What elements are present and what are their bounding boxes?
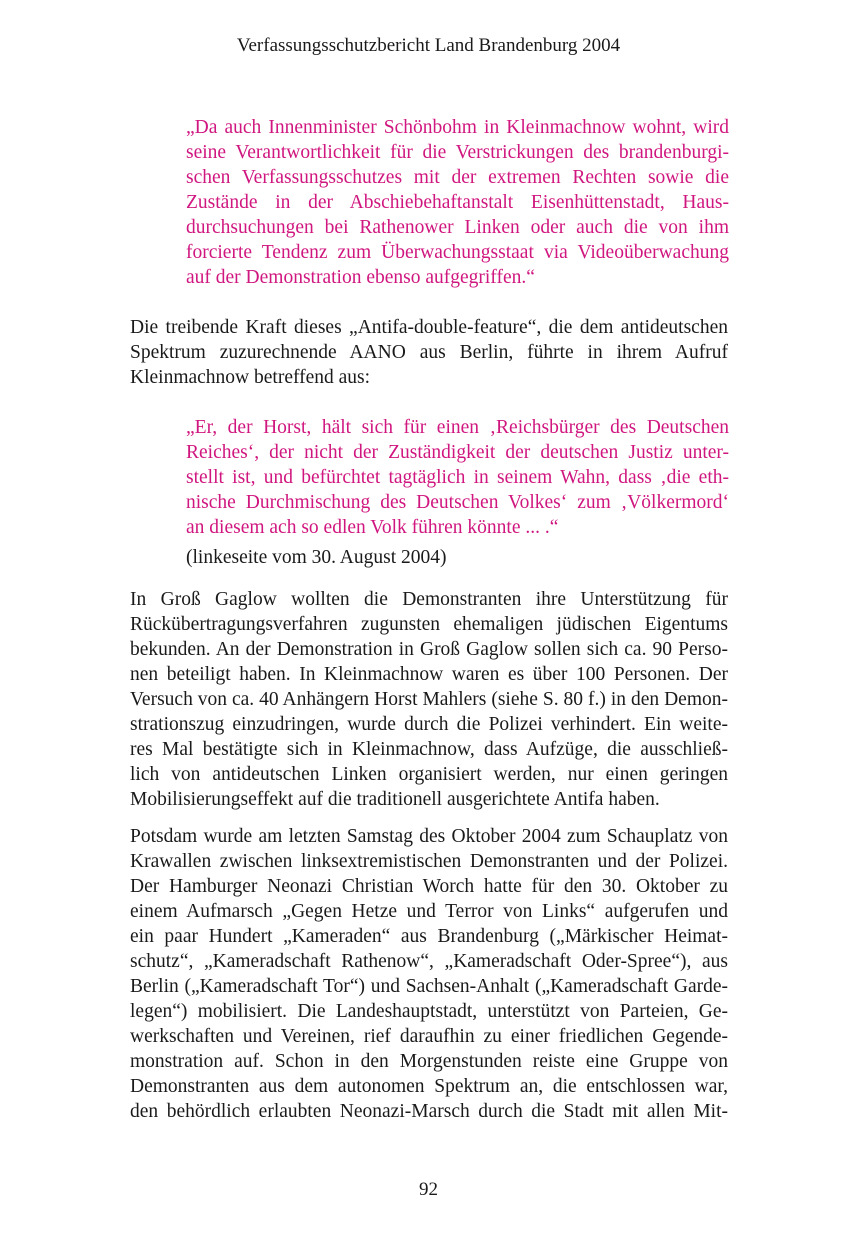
paragraph-line: Mobilisierungseffekt auf die traditionell ausgerichtete Antifa haben. [130, 789, 660, 810]
paragraph-line: Spektrum zuzurechnende AANO aus Berlin, führte in ihrem Aufruf [130, 342, 728, 363]
paragraph-line: Krawallen zwischen linksextremistischen Demonstranten und der Polizei. [130, 851, 728, 872]
quote-line: auf der Demonstration ebenso aufgegriffen.“ [186, 267, 535, 288]
paragraph-line: Berlin („Kameradschaft Tor“) und Sachsen-Anhalt („Kameradschaft Garde- [130, 976, 728, 997]
paragraph-2 [130, 587, 728, 812]
paragraph-line: Demonstranten aus dem autonomen Spektrum an, die entschlossen war, [130, 1076, 728, 1097]
paragraph-line: Potsdam wurde am letzten Samstag des Oktober 2004 zum Schauplatz von [130, 826, 728, 847]
quote-line: Reiches‘, der nicht der Zuständigkeit der deutschen Justiz unter- [186, 442, 729, 463]
paragraph-line: In Groß Gaglow wollten die Demonstranten ihre Unterstützung für [130, 589, 728, 610]
quote-line: an diesem ach so edlen Volk führen könnte ... .“ [186, 517, 559, 538]
running-header: Verfassungsschutzbericht Land Brandenburg 2004 [236, 35, 621, 56]
quote-line: Zustände in der Abschiebehaftanstalt Eisenhüttenstadt, Haus- [186, 192, 729, 213]
paragraph-line: Der Hamburger Neonazi Christian Worch hatte für den 30. Oktober zu [130, 876, 728, 897]
paragraph-line: schutz“, „Kameradschaft Rathenow“, „Kameradschaft Oder-Spree“), aus [130, 951, 728, 972]
quote-line: schen Verfassungsschutzes mit der extremen Rechten sowie die [186, 167, 729, 188]
quote-citation: (linkeseite vom 30. August 2004) [186, 547, 447, 568]
quote-line: durchsuchungen bei Rathenower Linken oder auch die von ihm [186, 217, 729, 238]
paragraph-line: den behördlich erlaubten Neonazi-Marsch durch die Stadt mit allen Mit- [130, 1101, 728, 1122]
paragraph-line: strationszug einzudringen, wurde durch die Polizei verhindert. Ein weite- [130, 714, 728, 735]
paragraph-1 [130, 315, 728, 390]
block-quote-2 [186, 415, 729, 540]
block-quote-1 [186, 115, 729, 290]
paragraph-line: werkschaften und Vereinen, rief daraufhin zu einer friedlichen Gegende- [130, 1026, 728, 1047]
quote-line: seine Verantwortlichkeit für die Verstrickungen des brandenburgi- [186, 142, 729, 163]
paragraph-line: einem Aufmarsch „Gegen Hetze und Terror von Links“ aufgerufen und [130, 901, 728, 922]
paragraph-line: monstration auf. Schon in den Morgenstunden reiste eine Gruppe von [130, 1051, 728, 1072]
paragraph-3 [130, 824, 728, 1124]
paragraph-line: lich von antideutschen Linken organisiert werden, nur einen geringen [130, 764, 728, 785]
paragraph-line: Die treibende Kraft dieses „Antifa-double-feature“, die dem antideutschen [130, 317, 728, 338]
paragraph-line: legen“) mobilisiert. Die Landeshauptstadt, unterstützt von Parteien, Ge- [130, 1001, 728, 1022]
paragraph-line: Versuch von ca. 40 Anhängern Horst Mahlers (siehe S. 80 f.) in den Demon- [130, 689, 728, 710]
quote-line: „Da auch Innenminister Schönbohm in Kleinmachnow wohnt, wird [186, 117, 729, 138]
quote-line: nische Durchmischung des Deutschen Volkes‘ zum ‚Völkermord‘ [186, 492, 729, 513]
quote-line: „Er, der Horst, hält sich für einen ‚Reichsbürger des Deutschen [186, 417, 729, 438]
paragraph-line: Kleinmachnow betreffend aus: [130, 367, 371, 388]
paragraph-line: Rückübertragungsverfahren zugunsten ehemaligen jüdischen Eigentums [130, 614, 728, 635]
quote-line: stellt ist, und befürchtet tagtäglich in seinem Wahn, dass ‚die eth- [186, 467, 729, 488]
paragraph-line: ein paar Hundert „Kameraden“ aus Brandenburg („Märkischer Heimat- [130, 926, 728, 947]
quote-line: forcierte Tendenz zum Überwachungsstaat via Videoüberwachung [186, 242, 729, 263]
page-number: 92 [419, 1179, 438, 1200]
paragraph-line: bekunden. An der Demonstration in Groß Gaglow sollen sich ca. 90 Perso- [130, 639, 728, 660]
paragraph-line: res Mal bestätigte sich in Kleinmachnow, dass Aufzüge, die ausschließ- [130, 739, 728, 760]
paragraph-line: nen beteiligt haben. In Kleinmachnow waren es über 100 Personen. Der [130, 664, 728, 685]
